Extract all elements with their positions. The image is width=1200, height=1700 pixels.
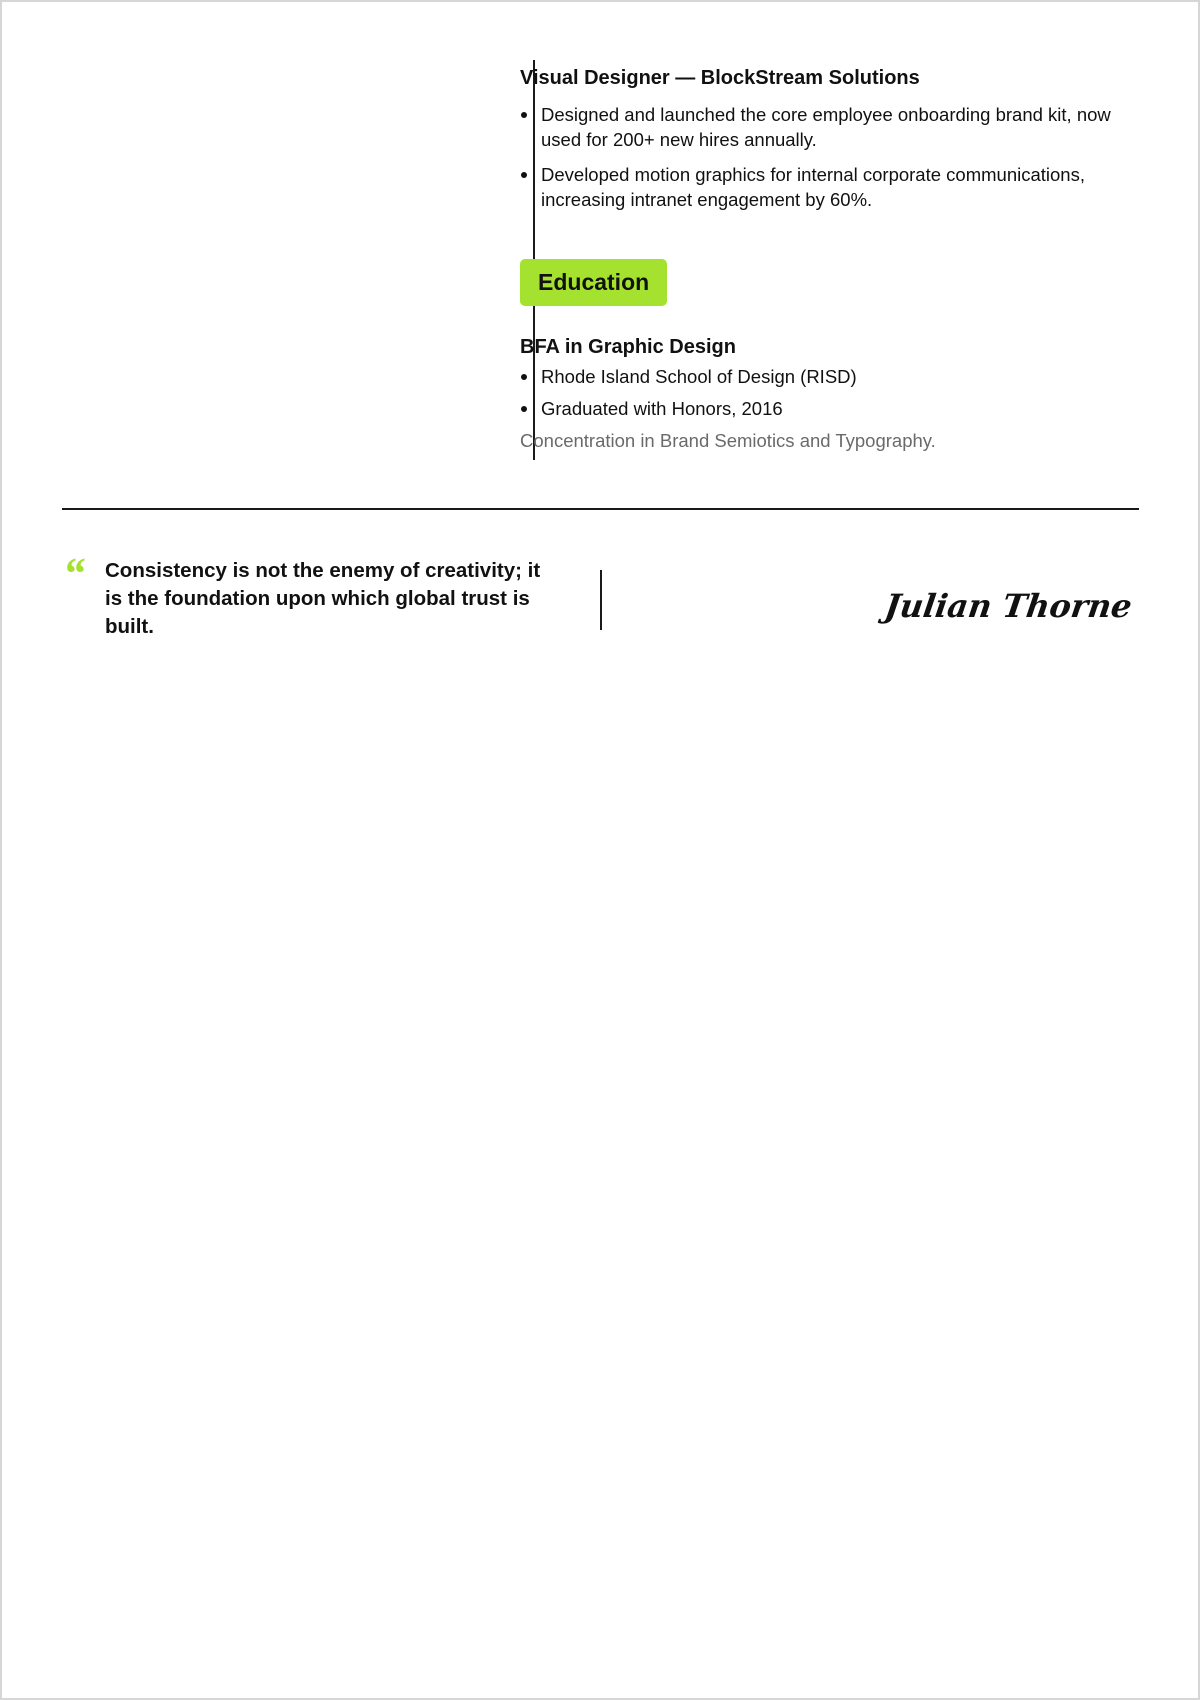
job-bullet: Developed motion graphics for internal corporate communications, increasing intranet engagement by 60%.: [520, 162, 1140, 212]
education-bullets: [520, 364, 1140, 422]
job-title: Visual Designer — BlockStream Solutions: [520, 67, 920, 89]
vertical-divider: [600, 570, 602, 630]
education-bullet: Graduated with Honors, 2016: [520, 396, 1140, 422]
job-bullet: Designed and launched the core employee onboarding brand kit, now used for 200+ new hires annually.: [520, 102, 1140, 152]
education-note: Concentration in Brand Semiotics and Typography.: [520, 430, 936, 451]
education-bullet: Rhode Island School of Design (RISD): [520, 364, 1140, 390]
horizontal-divider: [62, 508, 1139, 510]
quote-mark-icon: “: [63, 549, 85, 598]
degree-title: BFA in Graphic Design: [520, 336, 736, 358]
education-section-tag: Education: [520, 259, 667, 306]
job-bullets: [520, 102, 1140, 212]
quote-text: Consistency is not the enemy of creativity; it is the foundation upon which global trust is built.: [105, 559, 541, 638]
resume-right-column: [520, 62, 1140, 454]
signature: [882, 575, 1138, 635]
signature-text: Julian Thorne: [882, 587, 1135, 625]
